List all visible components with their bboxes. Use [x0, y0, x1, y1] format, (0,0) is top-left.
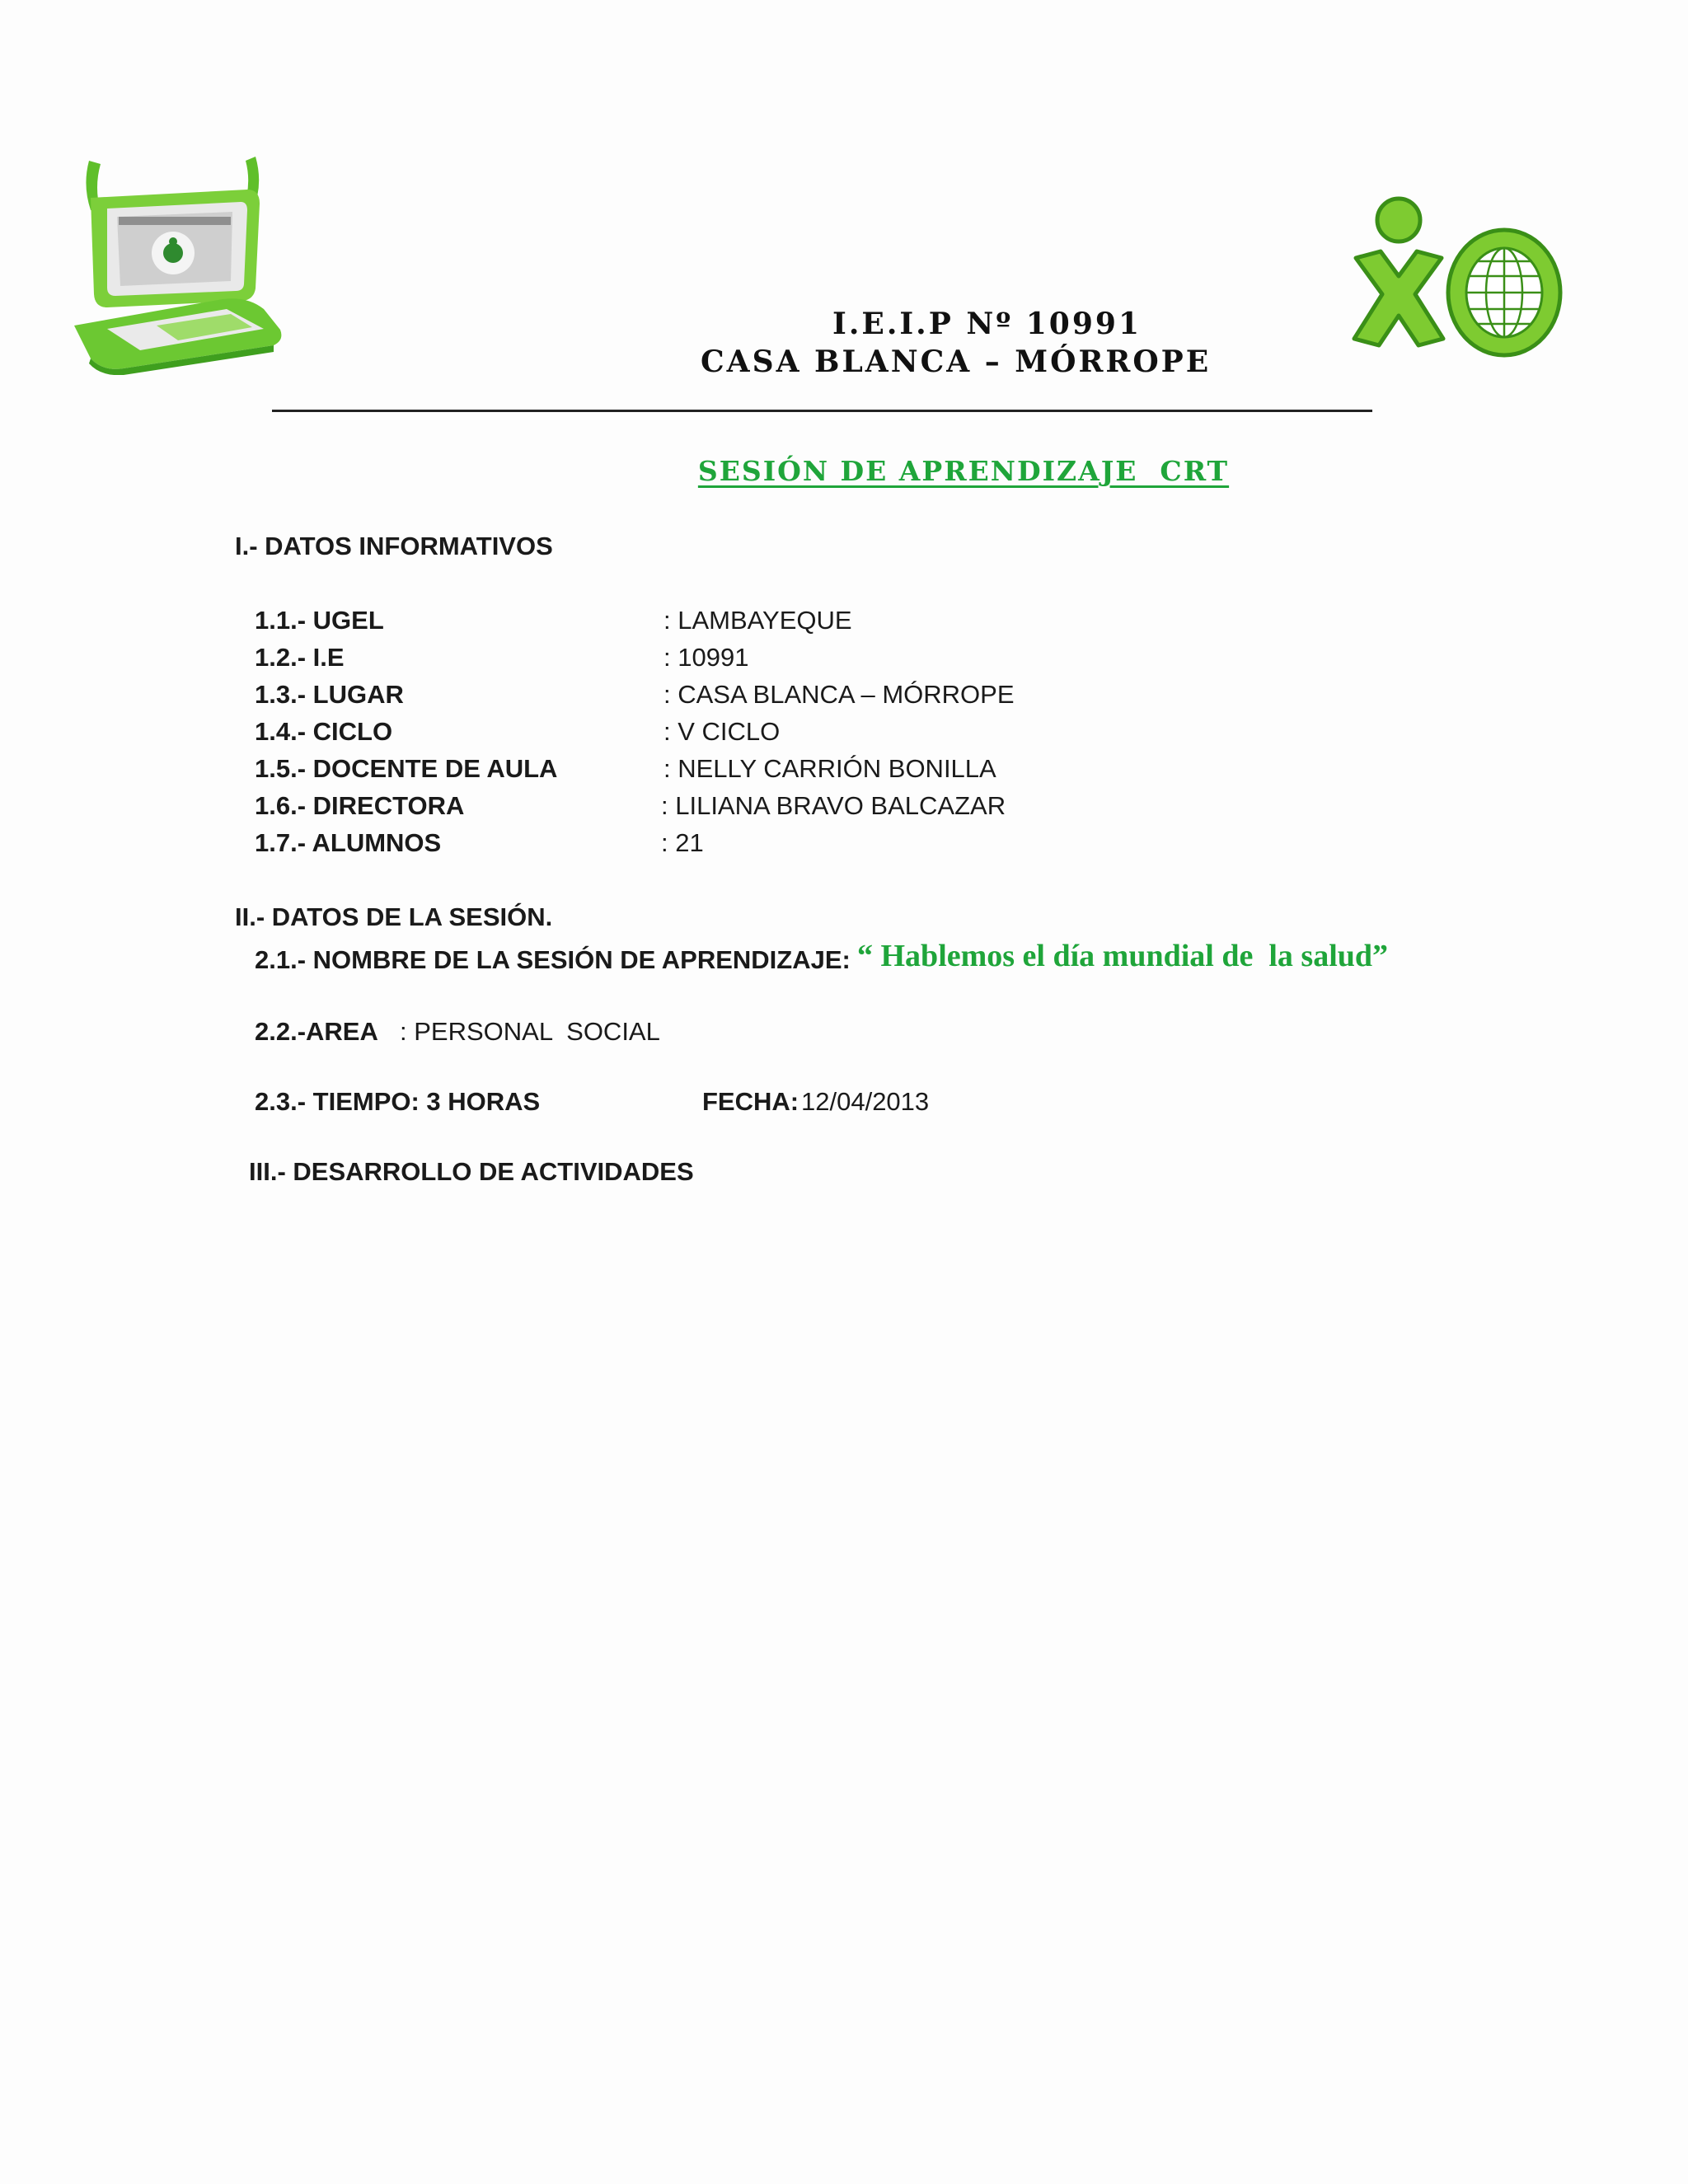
info-label-alumnos: 1.7.- ALUMNOS — [255, 828, 442, 857]
info-label-lugar: 1.3.- LUGAR — [255, 680, 404, 709]
school-name: I.E.I.P Nº 10991 — [832, 307, 1142, 341]
info-value-ie: : 10991 — [663, 643, 749, 672]
info-label-ie: 1.2.- I.E — [255, 643, 345, 672]
info-value-lugar: : CASA BLANCA – MÓRROPE — [663, 680, 1015, 709]
session-title — [0, 455, 1688, 487]
info-value-ugel: : LAMBAYEQUE — [663, 606, 852, 635]
section-heading-datos-informativos: I.- DATOS INFORMATIVOS — [235, 532, 553, 560]
time-label: 2.3.- TIEMPO: 3 HORAS — [255, 1087, 541, 1116]
header-divider — [272, 410, 1372, 412]
info-value-ciclo: : V CICLO — [663, 717, 781, 746]
school-place: CASA BLANCA – MÓRROPE — [701, 344, 1212, 379]
area-label: 2.2.-AREA — [255, 1017, 378, 1046]
section-heading-desarrollo: III.- DESARROLLO DE ACTIVIDADES — [249, 1157, 694, 1186]
session-name-value: “ Hablemos el día mundial de la salud” — [857, 939, 1389, 973]
date-label: FECHA: — [702, 1087, 799, 1116]
info-value-directora: : LILIANA BRAVO BALCAZAR — [661, 791, 1006, 820]
info-label-ugel: 1.1.- UGEL — [255, 606, 384, 635]
info-value-docente: : NELLY CARRIÓN BONILLA — [663, 754, 996, 783]
info-label-directora: 1.6.- DIRECTORA — [255, 791, 465, 820]
info-label-docente: 1.5.- DOCENTE DE AULA — [255, 754, 558, 783]
xo-laptop-logo — [58, 152, 305, 375]
session-title-text: SESIÓN DE APRENDIZAJE CRT — [697, 455, 1230, 487]
info-label-ciclo: 1.4.- CICLO — [255, 717, 393, 746]
area-value: : PERSONAL SOCIAL — [400, 1017, 660, 1046]
xo-logo — [1348, 194, 1566, 371]
date-value: 12/04/2013 — [801, 1087, 930, 1116]
session-name-label: 2.1.- NOMBRE DE LA SESIÓN DE APRENDIZAJE: — [255, 945, 851, 974]
section-heading-datos-sesion: II.- DATOS DE LA SESIÓN. — [235, 902, 553, 931]
info-value-alumnos: : 21 — [661, 828, 704, 857]
